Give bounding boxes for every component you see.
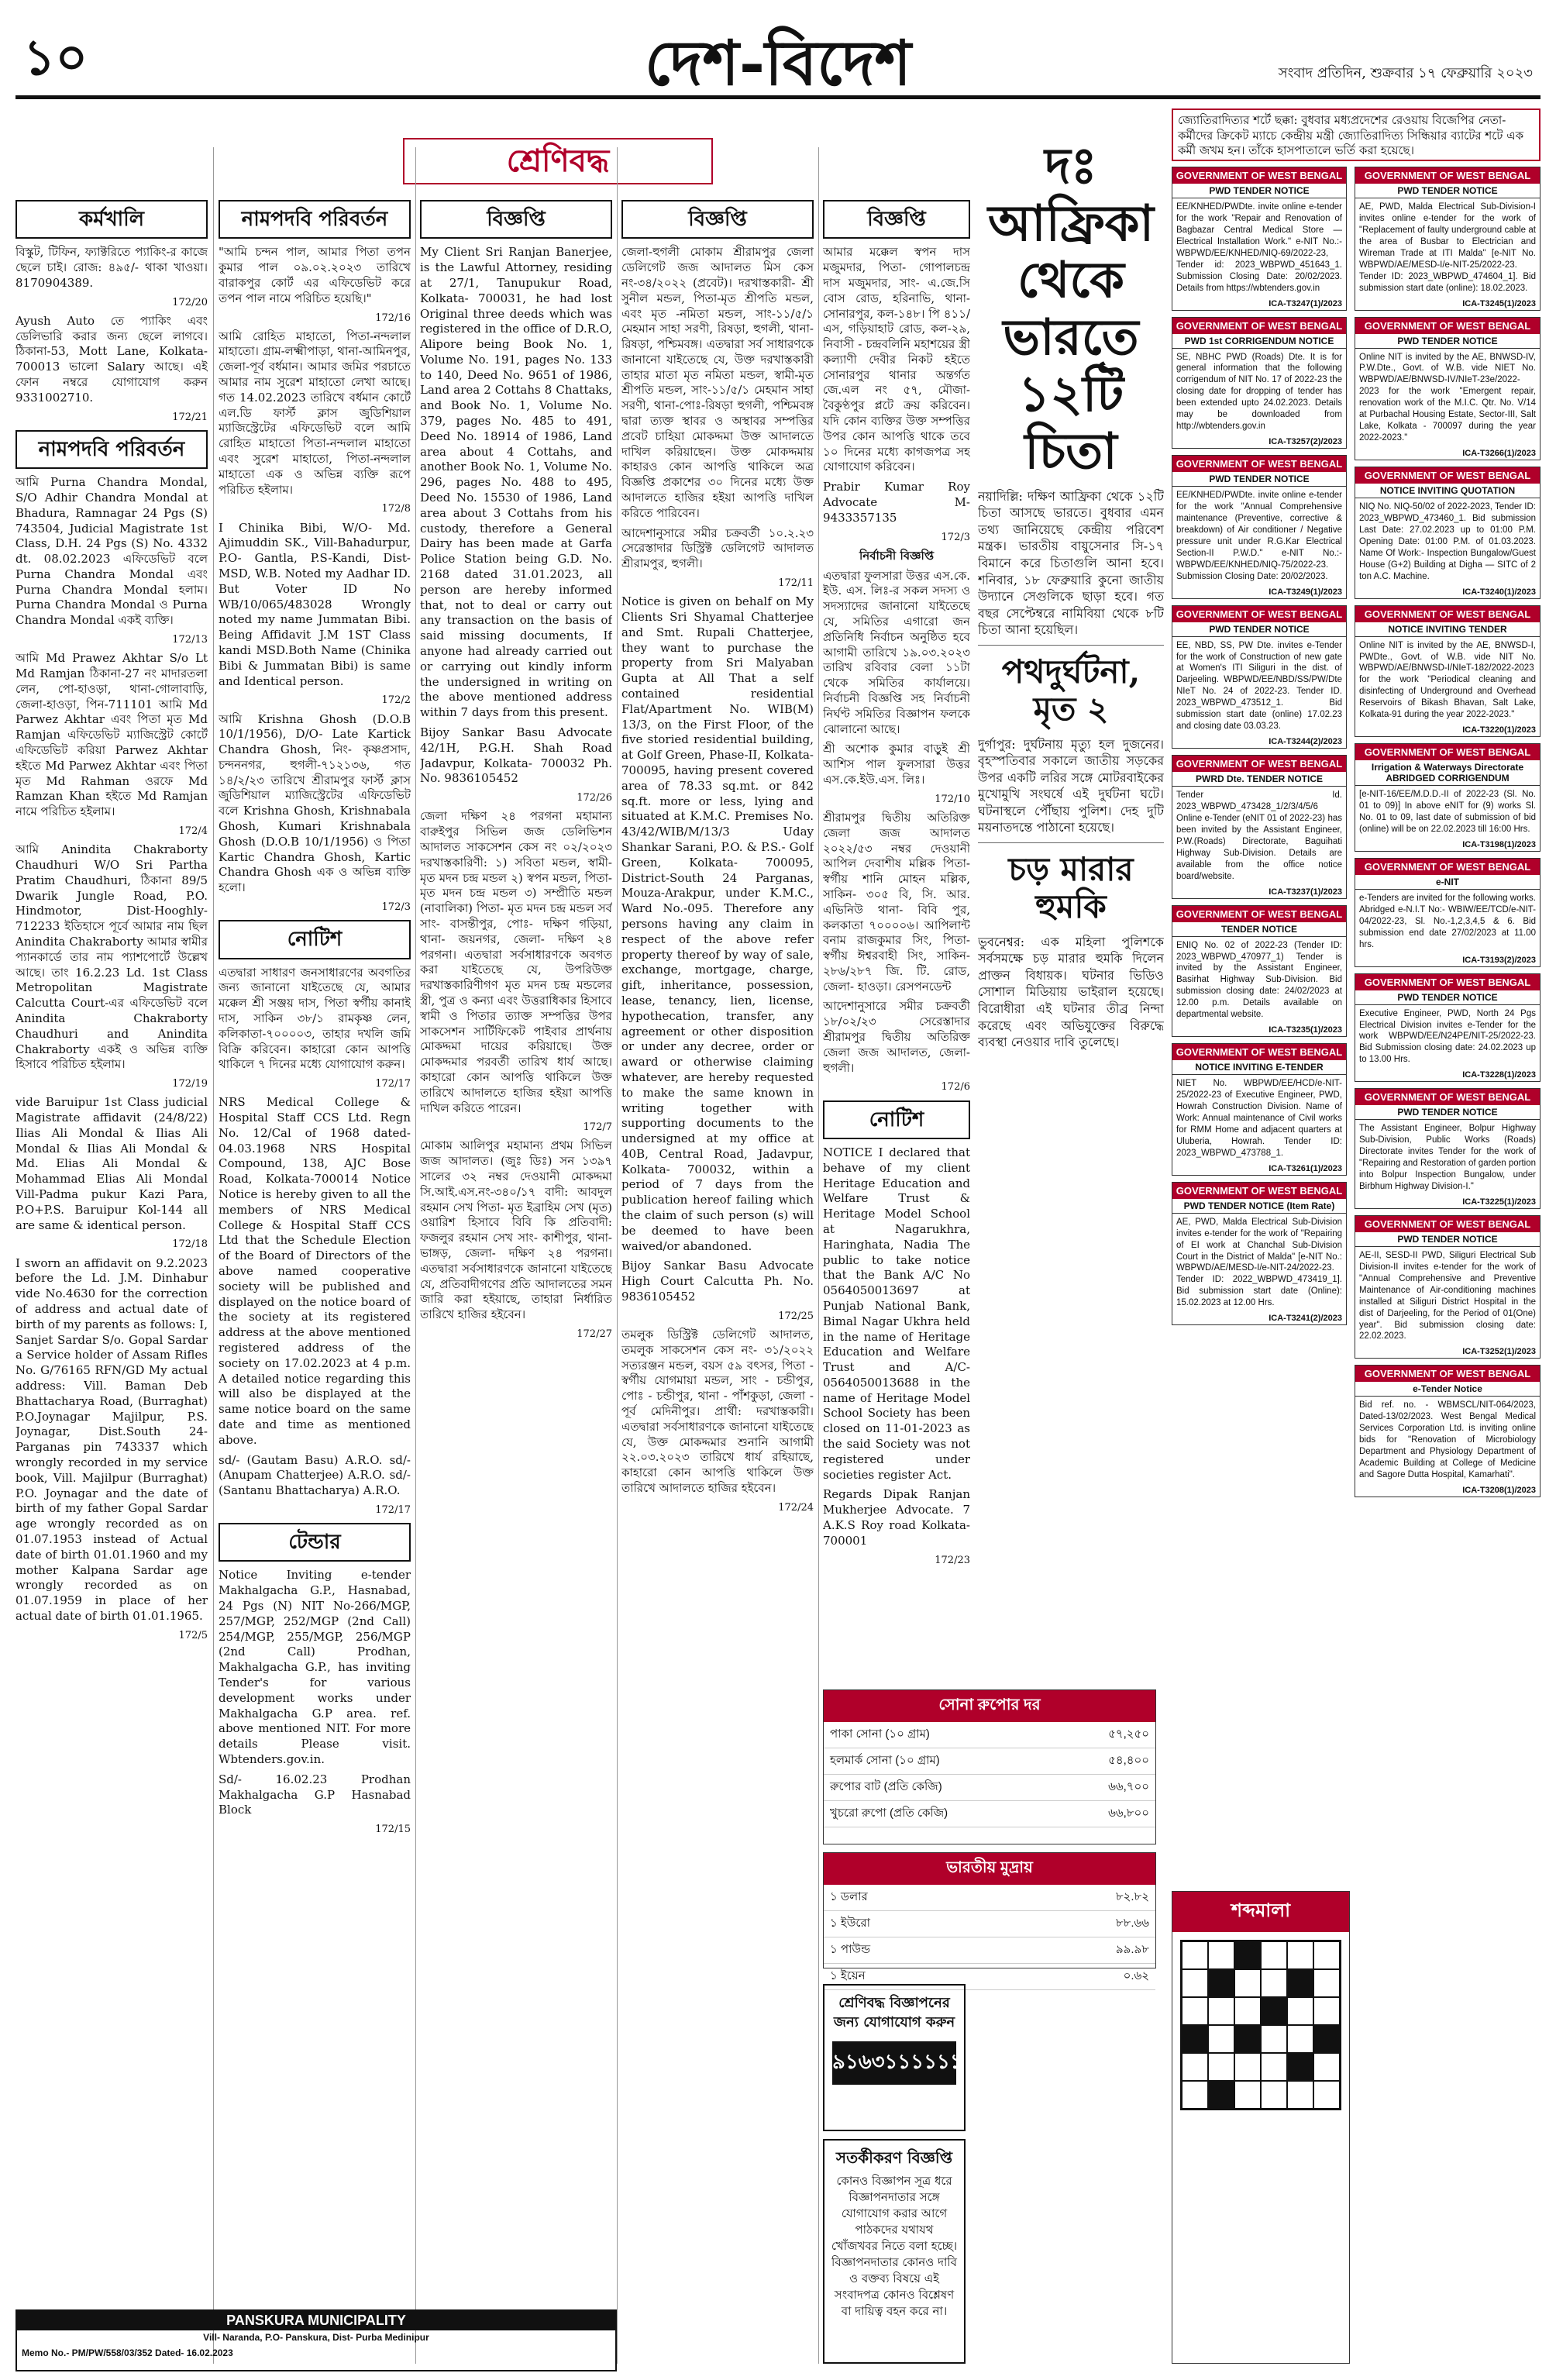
tenders-column-b <box>1355 167 1541 2364</box>
gold-rates-box <box>823 1689 1156 1844</box>
classified-ad: মোকাম আলিপুর মহামান্য প্রথম সিভিল জজ আদালত। (জুঃ ডিঃ) সন ১৩৯৭ সালের ৩২ নম্বর দেওয়ানী মোকদ্দমা সি.আই.এস.নং-৩৪০/১৭ বাদী: আবদুল রহমান সেখ পিতা- মৃত ইব্রাহিম সেখ (মৃত) ওয়ারিশ হিসাবে বিবি কি প্রতিবাদী: ফজলুর রহমান সেখ সাং- কাশীপুর, থানা- ভাঙ্গড়, জেলা- দক্ষিণ ২৪ পরগনা। এতদ্বারা সর্বসাধারণকে জানানো যাইতেছে যে, প্রতিবাদীগণের প্রতি আদালতের সমন জারি করা হইয়াছে, তাহারা নির্ধারিত তারিখে হাজির হইবেন। <box>420 1138 612 1322</box>
dateline: সংবাদ প্রতিদিন, শুক্রবার ১৭ ফেব্রুয়ারি ২০২৩ <box>1278 65 1533 81</box>
classified-ad: Ayush Auto তে প্যাকিং এবং ডেলিভারি করার জন্য ছেলে লাগবে। ঠিকানা-53, Mott Lane, Kolkata-700013 ভালো Salary আছে। এই ফোন নম্বরে যোগাযোগ করুন 9331002710. <box>15 313 208 405</box>
crossword-cell[interactable] <box>1287 2025 1313 2053</box>
classified-ad: শ্রীরামপুর দ্বিতীয় অতিরিক্ত জেলা জজ আদালত ২০২২/৫৩ নম্বর দেওয়ানী আপিল দেবাশীষ মল্লিক পিতা- স্বর্গীয় শানি মোহন মল্লিক, সাকিন- ৩০৫ বি, সি. আর. এভিনিউ থানা- বিবি পুর, কলকাতা ৭০০০০৬। আপিলান্ট বনাম রাজকুমার সিং, পিতা- স্বর্গীয় ঈশ্বরবাহী সিং, সাকিন- ২৮৬/২৮৭ জি. টি. রোড, জেলা- হাওড়া। রেসপনডেন্ট <box>823 810 970 994</box>
classified-ad: এতদ্বারা ফুলসারা উত্তর এস.কে. ইউ. এস. লিঃ-র সকল সদস্য ও সদস্যাদের জানানো যাইতেছে যে, সমিতির এগারো জন প্রতিনিধি নির্বাচন অনুষ্ঠিত হবে আগামী তারিখে ১৯.০৩.২০২৩ তারিখ রবিবার বেলা ১১টা থেকে সমিতির কার্যালয়ে। নির্বাচনী বিজ্ঞপ্তি সহ নির্বাচনী নির্ঘণ্ট সমিতির বিজ্ঞাপন ফলকে ঝোলানো আছে। <box>823 568 970 736</box>
warning-ad <box>823 2139 966 2364</box>
crossword-block <box>1208 2081 1234 2109</box>
classified-ad: আমি Anindita Chakraborty Chaudhuri W/O Sri Partha Pratim Chaudhuri, ঠিকানা 89/5 Dwarik Jungle Road, P.O. Hindmotor, Dist-Hooghly-712233 ইতিহাসে পূর্বে আমার নাম ছিল Anindita Chakraborty আমার স্বামীর প্যানকার্ডে তার নাম প্যাশপোর্টে উল্লেখ আছে। তাং 16.2.23 Ld. 1st Class Metropolitan Magistrate Calcutta Court-এর এফিডেভিট বলে Anindita Chakraborty Chaudhuri and Anindita Chakraborty একই ও অভিন্ন ব্যক্তি হিসাবে পরিচিত হইলাম। <box>15 842 208 1072</box>
crossword-block <box>1234 2025 1261 2053</box>
section-heading: বিজ্ঞপ্তি <box>420 200 612 239</box>
ad-ref: 172/6 <box>941 1081 970 1094</box>
ad-ref: 172/13 <box>172 634 208 646</box>
table-row: ১ ইউরো ৮৮.৬৬ <box>824 1911 1155 1937</box>
crossword-cell[interactable] <box>1287 1997 1313 2025</box>
table-row: হলমার্ক সোনা (১০ গ্রাম) ৫৪,৪০০ <box>824 1748 1155 1775</box>
classified-ad: এতদ্বারা সাধারণ জনসাধারণের অবগতির জন্য জানানো যাইতেছে যে, আমার মক্কেল শ্রী সঞ্জয় দাস, পিতা স্বর্গীয় কানাই দাস, সাকিন ৩৮/১ রামকৃষ্ণ লেন, কলিকাতা-৭০০০০৩, তাহার দখলি জমি বিক্রি করিবেন। কাহারো কোন আপত্তি থাকিলে ৭ দিনের মধ্যে যোগাযোগ করুন। <box>219 965 411 1072</box>
crossword-cell[interactable] <box>1261 2025 1287 2053</box>
column-namechange-2 <box>219 194 411 2302</box>
tender-card: GOVERNMENT OF WEST BENGAL e-Tender Notice Bid ref. no. - WBMSCL/NIT-064/2023, Dated-13/02/2023. West Bengal Medical Services Corporation Ltd. is inviting online bids for "Renovation of Microbiology Department and Physiology Department of Academic Building at College of Medicine and Sagore Dutta Hospital, Kamarhati". ICA-T3208(1)/2023 <box>1355 1365 1541 1497</box>
ad-ref: 172/20 <box>172 296 208 308</box>
column-jobs-namechange <box>15 194 208 2380</box>
crossword-cell[interactable] <box>1261 2053 1287 2081</box>
crossword-grid <box>1180 1940 1341 2110</box>
column-rule <box>617 147 618 2364</box>
tender-card: GOVERNMENT OF WEST BENGAL PWD TENDER NOTICE (Item Rate) AE, PWD, Malda Electrical Sub-Division invites e-tender for the work of "Repairing of EI work at Chanchal Sub-Division Court in the District of Malda" [e-NIT No.: WBPWD/AE/MESD-I/e-NIT-24/2022-23. Tender ID: 2022_WBPWD_473419_1]. Bid submission start date (Online): 15.02.2023 at 12.00 Hrs. ICA-T3241(2)/2023 <box>1172 1182 1347 1326</box>
ad-ref: 172/24 <box>778 1501 814 1514</box>
section-heading: বিজ্ঞপ্তি <box>621 200 814 239</box>
signature: Regards Dipak Ranjan Mukherjee Advocate. 7 A.K.S Roy road Kolkata-700001 <box>823 1487 970 1548</box>
ad-ref: 172/10 <box>935 793 970 805</box>
tender-card: GOVERNMENT OF WEST BENGAL Irrigation & Waterways Directorate ABRIDGED CORRIGENDUM [e-NIT-16/EE/M.D.D.-II of 2022-23 (Sl. No. 01 to 09)] In above eNIT for (9) works Sl. No. 01 to 09, last date of submission of bid (online) will be on 22.02.2023 till 16:00 Hrs. ICA-T3198(1)/2023 <box>1355 743 1541 852</box>
ad-ref: 172/15 <box>375 1824 411 1836</box>
crossword-title: শব্দমালা <box>1172 1892 1349 1932</box>
divider <box>978 645 1164 646</box>
signature: Prabir Kumar Roy Advocate M-9433357135 <box>823 480 970 525</box>
warning-title: সতর্কীকরণ বিজ্ঞপ্তি <box>835 2148 953 2167</box>
table-row: খুচরো রুপো (প্রতি কেজি) ৬৬,৮০০ <box>824 1801 1155 1827</box>
crossword-cell[interactable] <box>1234 2053 1261 2081</box>
gold-rates-title: সোনা রুপোর দর <box>824 1690 1155 1722</box>
warning-text: কোনও বিজ্ঞাপন সূত্র ধরে বিজ্ঞাপনদাতার সঙ্গে যোগাযোগ করার আগে পাঠকদের যথাযথ খোঁজখবর নিতে বলা হচ্ছে। বিজ্ঞাপনদাতার কোনও দাবি ও বক্তব্য বিষয়ে এই সংবাদপত্র কোনও বিশ্লেষণ বা দায়িত্ব বহন করে না। <box>831 2174 958 2318</box>
tender-card: GOVERNMENT OF WEST BENGAL e-NIT e-Tenders are invited for the following works. Abridged e-N.I.T No:- WBIW/EE/TCD/e-NIT-04/2022-23, Sl. No.-1,2,3,4,5 & 6. Bid submission end date 27/02/2023 at 11.00 hrs. ICA-T3193(2)/2023 <box>1355 858 1541 967</box>
ad-ref: 172/18 <box>172 1238 208 1251</box>
ad-ref: 172/3 <box>381 901 411 914</box>
crossword-cell[interactable] <box>1234 1997 1261 2025</box>
masthead <box>15 14 1541 99</box>
tender-card: GOVERNMENT OF WEST BENGAL PWD TENDER NOTICE Online NIT is invited by the AE, BNWSD-IV, P.W.Dte., Govt. of W.B. vide NIET No. WBPWD/AE/BNWSD-IV/NIeT-23e/2022-2023 for the work "Emergent repair, renovation work of the M.I.C. Qtr. No. V/14 at Purbachal Housing Estate, Sector-III, Salt Lake, Kolkata - 700097 during the year 2022-2023." ICA-T3266(1)/2023 <box>1355 317 1541 461</box>
ad-ref: 172/17 <box>375 1078 411 1090</box>
news-headline: দঃ আফ্রিকা থেকে ভারতে ১২টি চিতা <box>987 138 1155 480</box>
crossword-cell[interactable] <box>1261 1941 1287 1969</box>
table-row: পাকা সোনা (১০ গ্রাম) ৫৭,২৫০ <box>824 1722 1155 1748</box>
news-story: ভুবনেশ্বর: এক মহিলা পুলিশকে সর্বসমক্ষে চড় মারার হুমকি দিলেন প্রাক্তন বিধায়ক। ঘটনার ভিডিও সোশাল মিডিয়ায় ভাইরাল হয়েছে। বিরোধীরা এই ঘটনার তীব্র নিন্দা করেছে এবং অভিযুক্তের বিরুদ্ধে ব্যবস্থা নেওয়ার দাবি তুলেছে। <box>978 934 1164 1050</box>
crossword-block <box>1208 1969 1234 1997</box>
section-heading: নোটিশ <box>219 920 411 959</box>
classified-ad: আমি Krishna Ghosh (D.O.B 10/1/1956), D/O- Late Kartick Chandra Ghosh, নিং- কৃষ্ণপ্রসাদ, চন্দননগর, হুগলী-৭১২১৩৬, গত ১৪/২/২৩ তারিখে শ্রীরামপুর ফার্স্ট ক্লাস জুডিশিয়াল ম্যাজিস্ট্রেটের এফিডেভিট বলে Krishna Ghosh, Krishnabala Ghosh, Kumari Krishnabala Ghosh (D.O.B 10/1/1956) ও পিতা Kartic Chandra Ghosh, Kartic Chandra Ghosh এক ও অভিন্ন ব্যক্তি হলো। <box>219 711 411 895</box>
tender-card: GOVERNMENT OF WEST BENGAL PWD 1st CORRIGENDUM NOTICE SE, NBHC PWD (Roads) Dte. It is for general information that the following corrigendum of NIT No. 17 of 2022-23 the closing date for dropping of tender has been extended upto 24.02.2023. Details may be downloaded from http://wbtenders.gov.in ICA-T3257(2)/2023 <box>1172 317 1347 449</box>
tender-card: GOVERNMENT OF WEST BENGAL NOTICE INVITING TENDER Online NIT is invited by the AE, BNWSD-I, PWDte., Govt. of W.B. vide NIT No. WBPWD/AE/BNWSD-I/NIeT-182/2022-2023 for the work "Periodical cleaning and disinfecting of Underground and Overhead Reservoirs of Bikash Bhavan, Salt Lake, Kolkata-91 during the year 2022-2023." ICA-T3220(1)/2023 <box>1355 605 1541 738</box>
crossword-cell[interactable] <box>1182 1997 1208 2025</box>
tender-card: GOVERNMENT OF WEST BENGAL PWD TENDER NOTICE EE, NBD, SS, PW Dte. invites e-Tender for the work of Construction of new gate at Women's ITI Siliguri in the dist. of Darjeeling. WBPWD/EE/NBD/SS/PW/Dte NIeT No. 24 of 2022-23. Tender ID. 2023_WBPWD_473512_1. Bid submission start date (online) 17.02.23 and closing date 03.03.23. ICA-T3244(2)/2023 <box>1172 605 1347 749</box>
table-row: ১ পাউন্ড ৯৯.৯৮ <box>824 1937 1155 1964</box>
ad-ref: 172/8 <box>381 503 411 515</box>
tender-card: GOVERNMENT OF WEST BENGAL PWD TENDER NOTICE The Assistant Engineer, Bolpur Highway Sub-Division, Public Works (Roads) Directorate invites Tender for the work of "Repairing and Restoration of garden portion into Bolpur Inspection Bungalow, under Birbhum Highway Division-I." ICA-T3225(1)/2023 <box>1355 1088 1541 1209</box>
crossword-cell[interactable] <box>1261 2081 1287 2109</box>
column-rule <box>415 147 416 2364</box>
classified-ad: vide Baruipur 1st Class judicial Magistrate affidavit (24/8/22) Ilias Ali Mondal & Ilias Ali Mondal & Ilias Ali Mondal & Md. Elias Ali Mondal & Mohammad Elias Ali Mondal Vill-Padma pukur Kazi Para, P.O+P.S. Baruipur Kol-144 all are same & identical person. <box>15 1095 208 1232</box>
column-rule <box>213 147 214 2364</box>
crossword-puzzle <box>1172 1891 1350 2364</box>
classified-ad: বিস্কুট, টিফিন, ফ্যাক্টরিতে প্যাকিং-র কাজে ছেলে চাই। রোজ: ৪৯৫/- থাকা খাওয়া। 8170904389. <box>15 245 208 290</box>
signature: Sd/- 16.02.23 Prodhan Makhalgacha G.P Hasnabad Block <box>219 1772 411 1817</box>
section-heading: বিজ্ঞপ্তি <box>823 200 970 239</box>
currency-rates-box <box>823 1852 1156 1982</box>
crossword-cell[interactable] <box>1182 2081 1208 2109</box>
classified-ad: জেলা দক্ষিণ ২৪ পরগনা মহামান্য বারুইপুর সিভিল জজ ডেলিভিশন আদালত সাকসেশন কেস নং ০২/২০২৩ দরখাস্তকারিণী: ১) সবিতা মন্ডল, স্বামী- মৃত মদন চন্দ্র মন্ডল ২) স্বপন মন্ডল, পিতা- মৃত মদন চন্দ্র মন্ডল ৩) সম্প্রীতি মন্ডল (নাবালিকা) পিতা- মৃত মদন চন্দ্র মন্ডল সর্ব সাং- বাসন্তীপুর, পোঃ- দক্ষিণ গড়িয়া, থানা- জয়নগর, জেলা- দক্ষিণ ২৪ পরগনা। এতদ্বারা সর্বসাধারণকে অবগত করা যাইতেছে যে, উপরিউক্ত দরখাস্তকারিণীগণ মৃত মদন চন্দ্র মন্ডলের স্ত্রী, পুত্র ও কন্যা এবং উত্তরাধিকার হিসাবে স্বামী ও পিতার ত্যাক্ত সম্পত্তির উপর সাকসেশন সার্টিফিকেট পাইবার প্রার্থনায় মোকদ্দমা দায়ের করিয়াছে। উক্ত মোকদ্দমার পরবর্তী তারিখ ধার্য আছে। কাহারো কোন আপত্তি থাকিলে উক্ত তারিখে আদালতে হাজির হইয়া আপত্তি দাখিল করিতে পারেন। <box>420 809 612 1115</box>
column-bijnapti-2 <box>621 194 814 2380</box>
page-number: ১০ <box>23 29 88 87</box>
column-bijnapti <box>420 194 612 2380</box>
ad-ref: 172/3 <box>941 531 970 543</box>
page-title: দেশ-বিদেশ <box>645 26 911 99</box>
gold-rates-table <box>824 1722 1155 1827</box>
crossword-cell[interactable] <box>1313 2081 1340 2109</box>
tenders-column-a <box>1172 167 1347 1864</box>
tender-card: GOVERNMENT OF WEST BENGAL PWRD Dte. TENDER NOTICE Tender Id. 2023_WBPWD_473428_1/2/3/4/5/6 Online e-Tender (eNIT 01 of 2022-23) has been invited by the Assistant Engineer, P.W.(Roads) Directorate, Baguihati Highway Sub-Division. Details are available from the office notice board/website. ICA-T3237(1)/2023 <box>1172 755 1347 899</box>
tender-card: GOVERNMENT OF WEST BENGAL PWD TENDER NOTICE AE, PWD, Malda Electrical Sub-Division-I invites online e-tender for the work of "Replacement of faulty underground cable at the area of Busbar to Electrician and Wireman Trade at ITI Malda" [e-NIT No. WBPWD/AE/MESD-I/e-NIT-25/2022-23. Tender ID: 2023_WBPWD_474604_1]. Bid submission start date (online): 18.02.2023. ICA-T3245(1)/2023 <box>1355 167 1541 311</box>
section-heading: নামপদবি পরিবর্তন <box>219 200 411 239</box>
crossword-cell[interactable] <box>1261 1969 1287 1997</box>
section-heading: টেন্ডার <box>219 1523 411 1562</box>
crossword-cell[interactable] <box>1182 1969 1208 1997</box>
section-heading: নোটিশ <box>823 1100 970 1139</box>
crossword-cell[interactable] <box>1234 1969 1261 1997</box>
crossword-cell[interactable] <box>1182 1941 1208 1969</box>
classified-ad: I sworn an affidavit on 9.2.2023 before the Ld. J.M. Dinhabur vide No.4630 for the correction of address and actual date of birth of my parents as follows: I, Sanjet Sardar S/o. Gopal Sardar a Service holder of Assam Rifles No. G/76165 RFN/GD My actual address: Vill. Baman Deb Bhattacharya Road, (Burraghat) P.O.Joynagar Majilpur, P.S. Joynagar, Dist.South 24-Parganas pin 743337 which wrongly recorded in my service book, Vill. Majilpur (Burraghat) P.O. Joynagar and the date of birth of my father Gopal Sardar age wrongly recorded as on 01.07.1953 instead of Actual date of birth 01.01.1960 and my mother Kalpana Sardar age wrongly recorded as on 01.07.1959 in place of her actual date of birth 01.01.1965. <box>15 1255 208 1623</box>
ad-ref: 172/23 <box>935 1554 970 1566</box>
classified-ad: NOTICE I declared that behave of my client Heritage Education and Welfare Trust & Heritage Model School at Nagarukhra, Haringhata, Nadia The public to take notice that the Bank A/C No 0564050013697 at Punjab National Bank, Bimal Nagar Ukhra held in the name of Heritage Education and Welfare Trust and A/C- 0564050013688 in the name of Heritage Model School Society has been closed on 11-01-2023 as the said Society was not registered under societies register Act. <box>823 1145 970 1482</box>
signature: আদেশানুসারে সমীর চক্রবর্তী ১০.২.২৩ সেরেস্তাদার ডিস্ট্রিক্ট ডেলিগেট আদালত শ্রীরামপুর, হুগলী। <box>621 525 814 571</box>
ad-ref: 172/17 <box>375 1503 411 1516</box>
classified-ad: আমি Purna Chandra Mondal, S/O Adhir Chandra Mondal at Bhadura, Ramnagar 24 Pgs (S) 743504, Judicial Magistrate 1st Class, D.H. 24 Pgs (S) No. 4332 dt. 08.02.2023 এফিডেভিট বলে Purna Chandra Mondal এবং Purna Chandra Mondal হলাম। Purna Chandra Mondal ও Purna Chandra Mondal একই ব্যক্তি। <box>15 475 208 628</box>
ad-ref: 172/19 <box>172 1078 208 1090</box>
tender-card: GOVERNMENT OF WEST BENGAL PWD TENDER NOTICE AE-II, SESD-II PWD, Siliguri Electrical Sub Division-II invites e-tender for the work of "Annual Comprehensive and Preventive Maintenance of Air-conditioning machines installed at Siliguri District Hospital in the dist of Darjeeling, for the Period of 01(One) year". Bid submission closing date: 22.02.2023. ICA-T3252(1)/2023 <box>1355 1215 1541 1359</box>
classified-ad: "আমি চন্দন পাল, আমার পিতা তপন কুমার পাল ০৯.০২.২০২৩ তারিখে বারাকপুর কোর্ট এর এফিডেভিট করে তপন পাল নামে পরিচিত হয়েছি।" <box>219 245 411 305</box>
classified-contact-title: শ্রেণিবদ্ধ বিজ্ঞাপনের জন্য যোগাযোগ করুন <box>833 1995 955 2031</box>
crossword-block <box>1287 1969 1313 1997</box>
news-story: নয়াদিল্লি: দক্ষিণ আফ্রিকা থেকে ১২টি চিতা আসছে ভারতে। বুধবার এমন তথ্য জানিয়েছে কেন্দ্রীয় পরিবেশ মন্ত্রক। ভারতীয় বায়ুসেনার সি-১৭ বিমানে করে চিতাগুলি আনা হবে। শনিবার, ১৮ ফেব্রুয়ারি কুনো জাতীয় উদ্যানে সেগুলিকে ছাড়া হবে। গত বছর সেপ্টেম্বরে নামিবিয়া থেকে ৮টি চিতা আনা হয়েছিল। <box>978 488 1164 638</box>
ad-ref: 172/16 <box>375 312 411 324</box>
crossword-block <box>1234 1941 1261 1969</box>
signature: শ্রী অশোক কুমার বাড়ুই শ্রী আশিস পাল ফুলসারা উত্তর এস.কে.ইউ.এস. লিঃ। <box>823 742 970 787</box>
classified-ad: জেলা-হুগলী মোকাম শ্রীরামপুর জেলা ডেলিগেট জজ আদালত মিস কেস নং-৩৪/২০২২ (প্রবেট)। দরখাস্তকারী- শ্রী সুনীল মন্ডল, পিতা-মৃত শ্রীপতি মন্ডল, এবং মৃত -নমিতা মন্ডল, সাং-১১/৫/১ মেহমান সাহা সরণী, রিষড়া, হুগলী, থানা-রিষড়া, পশ্চিমবঙ্গ। এতদ্বারা সর্ব সাধারণকে জানানো যাইতেছে যে, উক্ত দরখাস্তকারী তাহার মাতা মৃত নমিতা মন্ডল, স্বামী-মৃত শ্রীপতি মন্ডল, সাং-১১/৫/১ মেহমান সাহা সরণী, থানা-পোঃ-রিষড়া হুগলী, পশ্চিমবঙ্গ দ্বারা ত্যক্ত স্থাবর ও অস্থাবর সম্পত্তির প্রবেট চাহিয়া মোকদ্দমা উক্ত আদালতে দাখিল করিয়াছেন। উক্ত মোকদ্দমায় কাহারও কোন আপত্তি থাকিলে অত্র বিজ্ঞপ্তি প্রকাশের ৩০ দিনের মধ্যে উক্ত আদালতে হাজির হইয়া আপত্তি দাখিল করিতে পারিবেন। <box>621 245 814 520</box>
classified-contact-box <box>823 1984 966 2131</box>
crossword-cell[interactable] <box>1313 1997 1340 2025</box>
crossword-block <box>1287 2053 1313 2081</box>
tender-card: GOVERNMENT OF WEST BENGAL NOTICE INVITING QUOTATION NIQ No. NIQ-50/02 of 2022-2023, Tender ID: 2023_WBPWD_473460_1. Bid submission Last Date: 27.02.2023 up to 01:00 P.M. Opening Date: 01:00 P.M. of 01.03.2023. Name Of Work:- Inspection Bungalow/Guest House (G+2) Building at Digha — SITC of 2 ton A.C. Machine. ICA-T3240(1)/2023 <box>1355 467 1541 599</box>
ad-ref: 172/2 <box>381 694 411 707</box>
crossword-cell[interactable] <box>1313 1941 1340 1969</box>
crossword-cell[interactable] <box>1313 1969 1340 1997</box>
table-row: ১ ইয়েন ০.৬২ <box>824 1964 1155 1990</box>
classified-ad: NRS Medical College & Hospital Staff CCS Ltd. Regn No. 12/Cal of 1968 dated-04.03.1968 NRS Hospital Compound, 138, AJC Bose Road, Kolkata-700014 Notice Notice is hereby given to all the members of NRS Medical College & Hospital Staff CCS Ltd that the Schedule Election of the Board of Directors of the above named cooperative society will be published and displayed on the notice board of the society at its registered address at the above mentioned registered address of the society on 17.02.2023 at 4 p.m. A detailed notice regarding this will also be displayed at the same notice board on the same date and time as mentioned above. <box>219 1095 411 1447</box>
divider <box>978 842 1164 843</box>
signature: আদেশানুসারে সমীর চক্রবর্তী ১৮/০২/২৩ সেরেস্তাদার শ্রীরামপুর দ্বিতীয় অতিরিক্ত জেলা জজ আদালত, জেলা-হুগলী। <box>823 999 970 1075</box>
crossword-block <box>1313 2025 1340 2053</box>
ad-ref: 172/21 <box>172 411 208 423</box>
crossword-cell[interactable] <box>1208 2025 1234 2053</box>
currency-rates-title: ভারতীয় মুদ্রায় <box>824 1853 1155 1885</box>
classified-ad: তমলুক ডিস্ট্রিক্ট ডেলিগেট আদালত, তমলুক সাকসেশন কেস নং- ৩১/২০২২ সত্যরঞ্জন মন্ডল, বয়স ৫৯ বৎসর, পিতা - স্বর্গীয় যোগমায়া মন্ডল, সাং - চন্ডীপুর, পোঃ - চন্ডীপুর, থানা - পাঁশকুড়া, জেলা - পূর্ব মেদিনীপুর। প্রার্থী: দরখাস্তকারী। এতদ্বারা সর্বসাধারণকে জানানো যাইতেছে যে, উক্ত মোকদ্দমার শুনানি আগামী ২২.০৩.২০২৩ তারিখে ধার্য রহিয়াছে, কাহারো কোন আপত্তি থাকিলে উক্ত তারিখে আদালতে হাজির হইবেন। <box>621 1328 814 1495</box>
crossword-block <box>1261 1997 1287 2025</box>
section-heading: কর্মখালি <box>15 200 208 239</box>
ad-ref: 172/25 <box>778 1310 814 1322</box>
column-rule <box>818 147 819 2364</box>
crossword-cell[interactable] <box>1208 1997 1234 2025</box>
ad-ref: 172/27 <box>577 1328 612 1341</box>
ad-ref: 172/4 <box>178 825 208 837</box>
panskura-tender <box>15 2309 617 2371</box>
crossword-cell[interactable] <box>1208 2053 1234 2081</box>
tender-card: GOVERNMENT OF WEST BENGAL PWD TENDER NOTICE EE/KNHED/PWDte. invite online e-tender for the work "Annual Comprehensive maintenance (Preventive, corrective & breakdown) of Air conditioner / Negative pressure unit under R.G.Kar Electrical Section-II P.W.D." e-NIT No.:- WBPWD/EE/KNHED/NIQ-75/2022-23. Submission Closing Date: 20/02/2023. ICA-T3249(1)/2023 <box>1172 455 1347 599</box>
ad-ref: 172/5 <box>178 1629 208 1641</box>
classified-ad: I Chinika Bibi, W/O- Md. Ajimuddin SK., Vill-Bahadurpur, P.O- Gantla, P.S-Kandi, Dist- MSD, W.B. Noted my Aadhar ID. But Voter ID No WB/10/065/483028 Wrongly noted my name Jummatan Bibi. Being Affidavit J.M 1ST Class kandi MSD.Both Name (Chinika Bibi & Jummatan Bibi) is same and Identical person. <box>219 520 411 688</box>
tender-card: GOVERNMENT OF WEST BENGAL PWD TENDER NOTICE EE/KNHED/PWDte. invite online e-tender for the work "Repair and Renovation of Bagbazar Central Medical Store — Electrical Installation Work." e-NIT No.:- WBPWD/EE/KNHED/NIQ-69/2022-23, Tender id: 2023_WBPWD_451643_1. Submission Closing Date: 20/02/2023. Details from https://wbtenders.gov.in ICA-T3247(1)/2023 <box>1172 167 1347 311</box>
section-heading: নামপদবি পরিবর্তন <box>15 430 208 469</box>
classified-ad: My Client Sri Ranjan Banerjee, is the Lawful Attorney, residing at 27/1, Tanupukur Road, Kolkata- 700031, he had lost Original three deeds which was registered in the office of D.R.O, Alipore being Book No. 1, Volume No. 191, pages No. 133 to 140, Deed No. 9651 of 1986, Land area 2 Cottahs 8 Chattaks, and Book No. 1, Volume No. 379, pages No. 485 to 491, Deed No. 18914 of 1986, Land area about 4 Cottahs, and another Book No. 1, Volume No. 296, pages No. 488 to 495, Deed No. 15530 of 1986, Land area about 3 Cottahs from his custody, therefore a General Dairy has been made at Garfa Police Station being G.D. No. 2168 dated 31.01.2023, all person are hereby informed that, not to deal or carry out any transaction on the basis of said missing documents, If anyone had already carried out or carrying out kindly inform the undersigned in writing on the above mentioned address within 7 days from this present. <box>420 245 612 720</box>
crossword-cell[interactable] <box>1313 2053 1340 2081</box>
news-column <box>978 138 1164 2362</box>
news-story: দুর্গাপুর: দুর্ঘটনায় মৃত্যু হল দুজনের। বৃহস্পতিবার সকালে জাতীয় সড়কের উপর একটি লরির সঙ্গে মোটরবাইকের মুখোমুখি সংঘর্ষে এই দুর্ঘটনা ঘটে। ঘটনাস্থলে পৌঁছায় পুলিশ। দেহ দুটি ময়নাতদন্তে পাঠানো হয়েছে। <box>978 736 1164 835</box>
currency-rates-table <box>824 1885 1155 1990</box>
tender-card: GOVERNMENT OF WEST BENGAL NOTICE INVITING E-TENDER NIET No. WBPWD/EE/HCD/e-NIT-25/2022-23 of Executive Engineer, PWD, Howrah Construction Division. Name of Work: Annual maintenance of Civil works for RMM Home and adjacent quarters at Uluberia, Howrah. Tender ID: 2023_WBPWD_473788_1. ICA-T3261(1)/2023 <box>1172 1043 1347 1176</box>
table-row: রুপোর বাট (প্রতি কেজি) ৬৬,৭০০ <box>824 1775 1155 1801</box>
signature: Bijoy Sankar Basu Advocate High Court Calcutta Ph. No. 9836105452 <box>621 1259 814 1304</box>
table-row: ১ ডলার ৮২.৮২ <box>824 1885 1155 1911</box>
crossword-block <box>1182 2025 1208 2053</box>
signature: sd/- (Gautam Basu) A.R.O. sd/- (Anupam Chatterjee) A.R.O. sd/- (Santanu Bhattacharya) A.R.O. <box>219 1452 411 1498</box>
crossword-cell[interactable] <box>1234 2081 1261 2109</box>
tender-card: GOVERNMENT OF WEST BENGAL TENDER NOTICE ENIQ No. 02 of 2022-23 (Tender ID: 2023_WBPWD_470977_1) Tender is invited by the Assistant Engineer, Basirhat Highway Sub-Division. Bid submission closing date: 24/02/2023 at 12.00 p.m. Details available on departmental website. ICA-T3235(1)/2023 <box>1172 905 1347 1038</box>
ad-ref: 172/7 <box>583 1121 612 1134</box>
notice-heading: নির্বাচনী বিজ্ঞপ্তি <box>859 548 935 563</box>
news-headline: চড় মারার হুমকি <box>1008 850 1134 926</box>
panskura-title: PANSKURA MUNICIPALITY <box>17 2311 615 2330</box>
panskura-memo: Memo No.- PM/PW/558/03/352 Dated- 16.02.2023 <box>22 2347 233 2358</box>
classified-contact-phone: ৯১৬৩১১১১১১ <box>832 2041 956 2085</box>
classified-ad: আমি রোহিত মাহাতো, পিতা-নন্দলাল মাহাতো। গ্রাম-লক্ষ্মীপাড়া, থানা-আমিনপুর, জেলা-পূর্ব বর্ধমান। আমার জমির পরচাতে আমার নাম সুরেশ মাহাতো লেখা আছে। গত 14.02.2023 তারিখে বর্ধমান কোর্টে এল.ডি ফার্স্ট ক্লাস জুডিশিয়াল ম্যাজিস্ট্রেটের এফিডেভিট বলে আমি রোহিত মাহাতো পিতা-নন্দলাল মাহাতো এবং সুরেশ মাহাতো, পিতা-নন্দলাল মাহাতো এক ও অভিন্ন ব্যক্তি রূপে পরিচিত হইলাম। <box>219 329 411 497</box>
classified-ad: আমার মক্কেল স্বপন দাস মজুমদার, পিতা- গোপালচন্দ্র দাস মজুমদার, সাং- এ.জে.সি বোস রোড, হরিনাভি, থানা- সোনারপুর, কল-১৪৮। পি ৪১১/এস, গড়িয়াহাট রোড, কল-২৯, নিবাসী - চন্দ্রবলিনি মহাশয়ের স্ত্রী কল্যাণী দেবীর নিকট হইতে সোনারপুর থানার অন্তর্গত জে.এল নং ৫৭, মৌজা- বৈকুণ্ঠপুর প্লটে ক্রয় করিবেন। যদি কোন ব্যক্তির উক্ত সম্পত্তির উপর কোন আপত্তি থাকে তবে ১০ দিনের মধ্যে কাগজপত্র সহ যোগাযোগ করিবেন। <box>823 245 970 474</box>
signature: Bijoy Sankar Basu Advocate 42/1H, P.G.H. Shah Road Jadavpur, Kolkata- 700032 Ph. No. 9836105452 <box>420 725 612 786</box>
classified-ad: Notice Inviting e-tender Makhalgacha G.P., Hasnabad, 24 Pgs (N) NIT No-266/MGP, 257/MGP, 252/MGP (2nd Call) 254/MGP, 255/MGP, 256/MGP (2nd Call) Prodhan, Makhalgacha G.P., has inviting Tender's for various development works under Makhalgacha G.P area. ref. above mentioned NIT. For more details Please visit. Wbtenders.gov.in. <box>219 1568 411 1767</box>
news-brief: জ্যোতিরাদিত্যর শর্টে ছক্কা: বুধবার মধ্যপ্রদেশের রেওয়ায় বিজেপির নেতা-কর্মীদের ক্রিকেট ম্যাচে কেন্দ্রীয় মন্ত্রী জ্যোতিরাদিত্য সিন্ধিয়ার ব্যাটের শটে এক কর্মী জখম হন। তাঁকে হাসপাতালে ভর্তি করা হয়েছে। <box>1172 108 1541 161</box>
news-headline: পথদুর্ঘটনা, মৃত ২ <box>1001 652 1141 728</box>
ad-ref: 172/11 <box>778 577 814 590</box>
crossword-cell[interactable] <box>1287 2081 1313 2109</box>
classified-ad: আমি Md Prawez Akhtar S/o Lt Md Ramjan ঠিকানা-27 নং মাদারতলা লেন, পো-হাওড়া, থানা-গোলাবাড়ি, জেলা-হাওড়া, পিন-711101 আমি Md Parwez Akhtar এবং পিতা মৃত Md Ramjan এফিডেভিট ম্যাজিস্ট্রেট কোর্টে এফিডেভিট করিয়া Parwez Akhtar হইতে Md Parwez Akhtar এবং পিতা মৃত Md Rahman ওরফে Md Ramzan Khan হইতে Md Ramjan নামে পরিচিত হইলাম। <box>15 651 208 819</box>
ad-ref: 172/26 <box>577 792 612 804</box>
tender-card: GOVERNMENT OF WEST BENGAL PWD TENDER NOTICE Executive Engineer, PWD, North 24 Pgs Electrical Division invites e-Tender for the work WBPWD/EE/N24PE/NIT-25/2022-23. Bid Submission closing date: 24.02.2023 up to 13.00 Hrs. ICA-T3228(1)/2023 <box>1355 973 1541 1083</box>
crossword-cell[interactable] <box>1182 2053 1208 2081</box>
crossword-cell[interactable] <box>1287 1941 1313 1969</box>
crossword-cell[interactable] <box>1208 1941 1234 1969</box>
classified-ad: Notice is given on behalf on My Clients Sri Shyamal Chatterjee and Smt. Rupali Chatterjee, they want to purchase the property from Sri Malyaban Gupta at All That a self contained residential Flat/Apartment No. WIB(M) 13/3, on the First Floor, of the five storied residential building, at Golf Green, Phase-II, Kolkata-700095, having present covered area of 78.33 sq.mt. or 842 sq.ft. more or less, lying and situated at K.M.C. Premises No. 43/42/WIB/M/13/3 Uday Shankar Sarani, P.O. & P.S.- Golf Green, Kolkata- 700095, District-South 24 Parganas, Mouza-Arakpur, under K.M.C., Ward No.-095. Therefore any persons having any claim in respect of the above refer property thereof by way of sale, exchange, mortgage, charge, gift, inheritance, possession, lease, tenancy, lien, license, hypothecation, transfer, any agreement or other disposition or under any decree, order or award or otherwise claiming whatever, are hereby requested to make the same known in writing together with supporting documents to the undersigned at my office at 40B, Central Road, Jadavpur, Kolkata- 700032, within a period of 7 days from the publication hereof failing which the claim of such person (s) will be deemed to have been waived/or abandoned. <box>621 594 814 1253</box>
panskura-address: Vill- Naranda, P.O- Panskura, Dist- Purba Medinipur <box>203 2332 429 2343</box>
classified-banner: শ্রেণিবদ্ধ <box>403 138 713 184</box>
